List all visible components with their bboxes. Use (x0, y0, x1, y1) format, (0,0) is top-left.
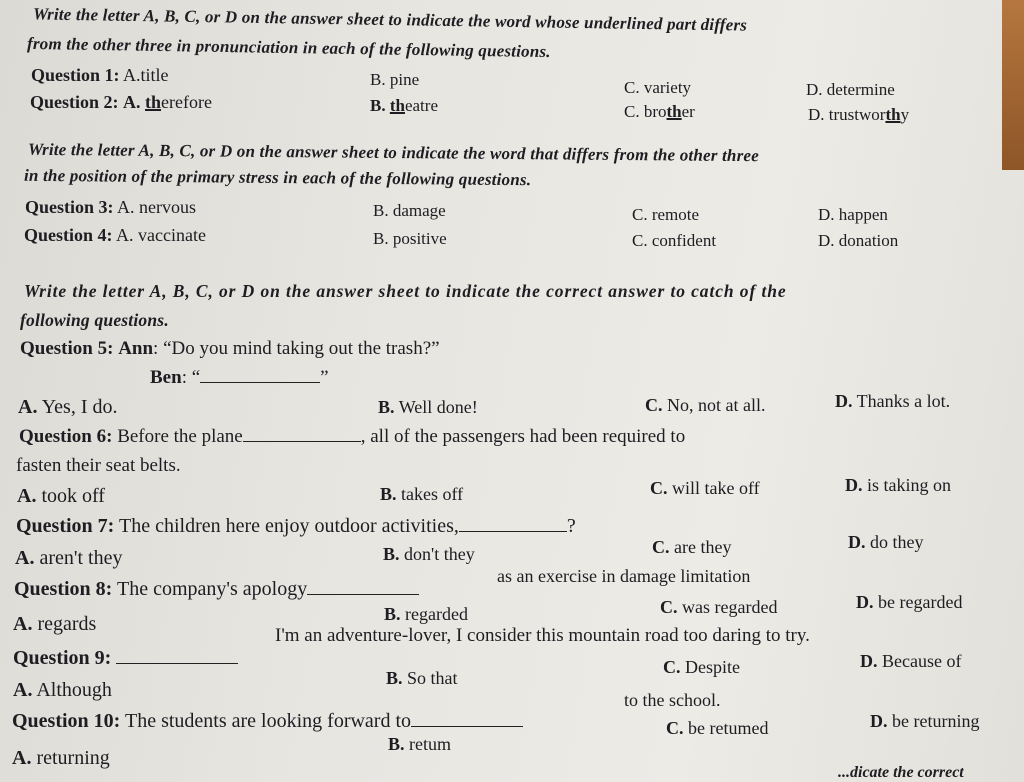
q3-row: Question 3: A. nervous (25, 197, 197, 217)
q8-option-d: D. be regarded (856, 592, 963, 612)
cutoff-instruction-text: ...dicate the correct (838, 764, 964, 781)
q1-option-b: B. pine (370, 70, 420, 89)
q10-option-b: B. retum (388, 734, 452, 754)
q6-option-c: C. will take off (650, 478, 760, 498)
q5-option-b: B. Well done! (378, 397, 478, 417)
q8-prompt-continuation: as an exercise in damage limitation (497, 566, 751, 586)
q10-option-d: D. be returning (870, 711, 980, 731)
q3-option-b: B. damage (373, 201, 446, 220)
q8-prompt: Question 8: The company's apology (14, 578, 419, 601)
q10-option-a: A. returning (12, 747, 110, 769)
q7-option-b: B. don't they (383, 544, 475, 564)
q9-prompt: Question 9: (13, 647, 238, 670)
q2-option-d: D. trustworthy (808, 105, 910, 124)
q7-option-d: D. do they (848, 532, 924, 552)
section1-instruction-line1: Write the letter A, B, C, or D on the answer sheet to indicate the word whose underlined part differs (32, 4, 748, 35)
q7-option-c: C. are they (652, 537, 732, 557)
q3-option-d: D. happen (818, 205, 888, 224)
q4-option-d: D. donation (818, 231, 899, 250)
q9-option-b: B. So that (386, 668, 458, 688)
q6-prompt: Question 6: Before the plane , all of the passengers had been required to (19, 426, 686, 447)
q5-prompt: Question 5: Ann: “Do you mind taking out the trash?” (20, 338, 440, 359)
q6-prompt-line2: fasten their seat belts. (16, 455, 181, 476)
q2-option-c: C. brother (624, 102, 695, 121)
q4-option-b: B. positive (373, 229, 447, 248)
section1-instruction-line2: from the other three in pronunciation in each of the following questions. (26, 33, 551, 62)
q8-option-c: C. was regarded (660, 597, 778, 617)
q6-option-a: A. took off (17, 485, 105, 507)
q1-option-c: C. variety (624, 78, 692, 97)
q7-prompt: Question 7: The children here enjoy outdoor activities, ? (16, 515, 576, 537)
q9-option-d: D. Because of (860, 651, 962, 671)
q5-response-line: Ben: “ ” (150, 367, 329, 388)
q10-prompt-continuation: to the school. (624, 690, 721, 710)
section3-instruction-line2: following questions. (20, 310, 169, 330)
q2-option-b: B. theatre (370, 96, 438, 115)
q1-option-d: D. determine (806, 80, 895, 99)
q5-option-d: D. Thanks a lot. (835, 391, 951, 411)
q8-option-a: A. regards (13, 613, 97, 635)
q6-option-b: B. takes off (380, 484, 464, 504)
q9-prompt-continuation: I'm an adventure-lover, I consider this mountain road too daring to try. (275, 625, 810, 646)
q9-option-a: A. Although (13, 679, 112, 701)
section2-instruction-line2: in the position of the primary stress in each of the following questions. (23, 165, 532, 190)
q1-label: Question 1: A.title (31, 65, 169, 85)
q10-option-c: C. be retumed (666, 718, 769, 738)
q6-option-d: D. is taking on (845, 475, 951, 495)
q4-row: Question 4: A. vaccinate (24, 225, 206, 245)
q5-option-a: A. Yes, I do. (18, 396, 118, 418)
section2-instruction-line1: Write the letter A, B, C, or D on the answer sheet to indicate the word that differs from the other three (27, 139, 760, 166)
q5-option-c: C. No, not at all. (645, 395, 766, 415)
q4-option-c: C. confident (632, 231, 717, 250)
section3-instruction-line1: Write the letter A, B, C, or D on the answer sheet to indicate the correct answer to catch of the (24, 281, 787, 301)
q3-option-c: C. remote (632, 205, 700, 224)
q7-option-a: A. aren't they (15, 547, 123, 569)
q8-option-b: B. regarded (384, 604, 468, 624)
q9-option-c: C. Despite (663, 657, 740, 677)
q10-prompt: Question 10: The students are looking forward to (12, 710, 523, 733)
q2-label: Question 2: A. therefore (30, 92, 212, 112)
